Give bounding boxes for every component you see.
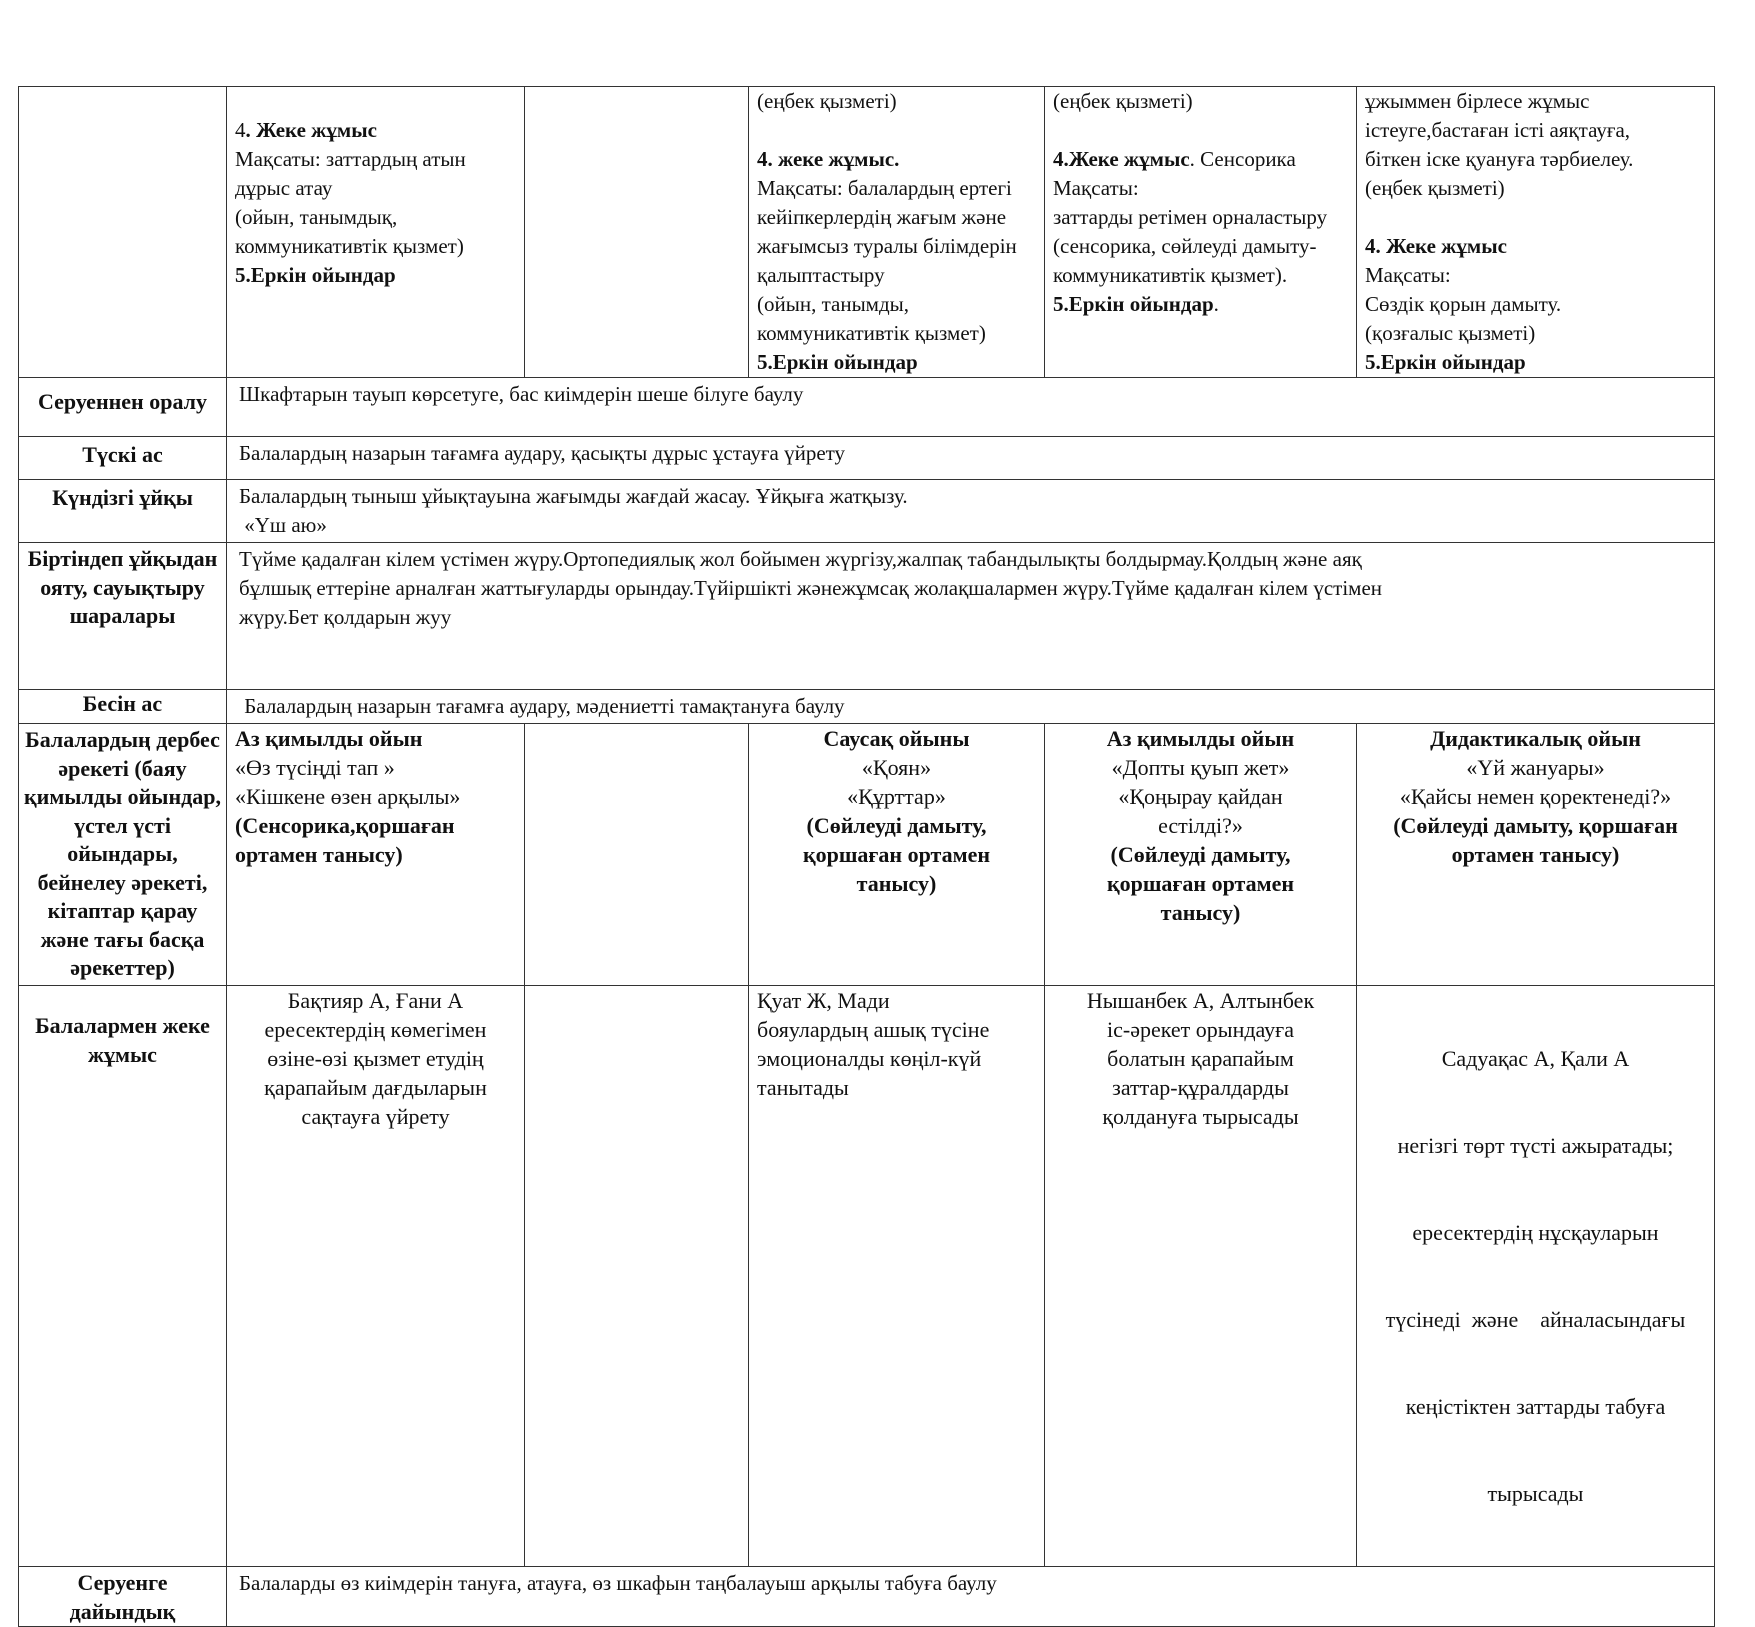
row-text: Балалардың тыныш ұйықтауына жағымды жағдай жасау. Ұйқыға жатқызу.	[239, 484, 908, 508]
row-text: Балалардың назарын тағамға аудару, қасықты дұрыс ұстауға үйрету	[227, 437, 1715, 480]
row-label: Серуеннен оралу	[19, 378, 227, 437]
row-text-cell	[227, 480, 1715, 543]
cell-tuesday-empty	[525, 986, 749, 1567]
table-row-individual-free	[19, 87, 1715, 378]
row-label: Біртіндеп ұйқыдан ояту, сауықтыру шаралары	[19, 543, 227, 690]
wed-line: кейіпкерлердің жағым және	[757, 205, 1007, 229]
thu-line: (сенсорика, сөйлеуді дамыту-	[1053, 234, 1317, 258]
fri-game: «Үй жануары»	[1466, 755, 1605, 780]
cell-thursday	[1045, 87, 1357, 378]
thu-work-line: қолдануға тырысады	[1102, 1104, 1299, 1129]
thu-free-rest: .	[1213, 292, 1219, 316]
mon-work-line: ересектердің көмегімен	[264, 1017, 487, 1042]
mon-game: «Кішкене өзен арқылы»	[235, 784, 461, 809]
mon-head: . Жеке жұмыс	[245, 118, 377, 142]
fri-game: «Қайсы немен қоректенеді?»	[1399, 784, 1672, 809]
thu-game-area: (Сөйлеуді дамыту, қоршаған ортамен танысу)	[1106, 842, 1295, 925]
fri-game-area: (Сөйлеуді дамыту, қоршаған ортамен танысу)	[1393, 813, 1678, 867]
thu-line: Мақсаты:	[1053, 176, 1139, 200]
wed-free-games: 5.Еркін ойындар	[757, 350, 918, 374]
cell-monday	[227, 724, 525, 986]
fri-free-games: 5.Еркін ойындар	[1365, 350, 1526, 374]
thu-line: заттарды ретімен орналастыру	[1053, 205, 1328, 229]
mon-work-line: сақтауға үйрету	[301, 1104, 450, 1129]
wed-line: қалыптастыру	[757, 263, 885, 287]
wed-game: «Қоян»	[861, 755, 932, 780]
cell-tuesday-empty	[525, 87, 749, 378]
empty-label-cell	[19, 87, 227, 378]
mon-game-title: Аз қимылды ойын	[235, 726, 423, 751]
wed-line: жағымсыз туралы білімдерін	[757, 234, 1017, 258]
thu-game: «Допты қуып жет»	[1111, 755, 1290, 780]
fri-top-line: істеуге,бастаған істі аяқтауға,	[1365, 118, 1631, 142]
table-row-nap	[19, 480, 1715, 543]
fri-work-line: негізгі төрт түсті ажыратады;	[1397, 1133, 1674, 1158]
mon-work-line: Бақтияр А, Ғани А	[287, 988, 464, 1013]
thu-line: коммуникативтік қызмет).	[1053, 263, 1288, 287]
mon-line: (ойын, танымдық,	[235, 205, 398, 229]
wed-game-area: (Сөйлеуді дамыту, қоршаған ортамен танысу)	[802, 813, 991, 896]
wed-work-line: танытады	[757, 1075, 849, 1100]
thu-work-line: іс-әрекет орындауға	[1107, 1017, 1294, 1042]
thu-work-line: заттар-құралдарды	[1112, 1075, 1289, 1100]
thu-free-games: 5.Еркін ойындар	[1053, 292, 1214, 316]
thu-work-line: Нышанбек А, Алтынбек	[1086, 988, 1315, 1013]
row-label: Балалардың дербес әрекеті (баяу қимылды ойындар, үстел үсті ойындары, бейнелеу әрекеті, кітаптар қарау және тағы басқа әрекеттер)	[19, 724, 227, 986]
fri-top-line: ұжыммен бірлесе жұмыс	[1365, 89, 1590, 113]
wed-game: «Құрттар»	[847, 784, 946, 809]
fri-line: Сөздік қорын дамыту.	[1365, 292, 1562, 316]
wed-work-line: бояулардың ашық түсіне	[757, 1017, 990, 1042]
mon-game-area: (Сенсорика,қоршаған ортамен танысу)	[235, 813, 455, 867]
fri-top-line: біткен іске қуануға тәрбиелеу.	[1365, 147, 1634, 171]
row-label: Серуенге дайындық	[19, 1567, 227, 1627]
cell-wednesday	[749, 87, 1045, 378]
mon-game: «Өз түсіңді тап »	[235, 755, 395, 780]
row-text-cell	[227, 543, 1715, 690]
table-row-walk-prep	[19, 1567, 1715, 1627]
table-row-snack	[19, 690, 1715, 724]
mon-work-line: қарапайым дағдыларын	[264, 1075, 487, 1100]
mon-line: дұрыс атау	[235, 176, 333, 200]
thu-top: (еңбек қызметі)	[1053, 89, 1193, 113]
fri-work-line: тырысады	[1487, 1481, 1584, 1506]
wed-work-line: Қуат Ж, Мади	[757, 988, 890, 1013]
row-label: Балалармен жеке жұмыс	[19, 986, 227, 1567]
cell-tuesday-empty	[525, 724, 749, 986]
cell-monday	[227, 986, 525, 1567]
daily-plan-table	[18, 86, 1715, 1627]
thu-game: «Қоңырау қайдан естілді?»	[1118, 784, 1283, 838]
row-text: Түйме қадалған кілем үстімен жүру.Ортопедиялық жол бойымен жүргізу,жалпақ табандылықты болдырмау.Қолдың және аяқ	[239, 547, 1362, 571]
fri-work-line: ересектердің нұсқауларын	[1412, 1220, 1659, 1245]
cell-friday	[1357, 87, 1715, 378]
table-row-return-walk	[19, 378, 1715, 437]
row-text: бұлшық еттеріне арналған жаттығуларды орындау.Түйіршікті жәнежұмсақ жолақшалармен жүру.Түйме қадалған кілем үстімен	[239, 576, 1383, 600]
mon-free-games: 5.Еркін ойындар	[235, 263, 396, 287]
wed-game-title: Саусақ ойыны	[823, 726, 970, 751]
row-label: Түскі ас	[19, 437, 227, 480]
table-row-independent-activity	[19, 724, 1715, 986]
thu-game-title: Аз қимылды ойын	[1106, 726, 1295, 751]
fri-line: (қозғалыс қызметі)	[1365, 321, 1536, 345]
row-text: Балалардың назарын тағамға аудару, мәдениетті тамақтануға баулу	[227, 690, 1715, 724]
row-label: Күндізгі ұйқы	[19, 480, 227, 543]
fri-work-line: кеңістіктен заттарды табуға	[1405, 1394, 1666, 1419]
wed-line: (ойын, танымды,	[757, 292, 910, 316]
fri-game-title: Дидактикалық ойын	[1430, 726, 1641, 751]
cell-thursday	[1045, 724, 1357, 986]
cell-wednesday	[749, 724, 1045, 986]
mon-line: коммуникативтік қызмет)	[235, 234, 464, 258]
cell-thursday	[1045, 986, 1357, 1567]
cell-monday	[227, 87, 525, 378]
fri-line: Мақсаты:	[1365, 263, 1451, 287]
cell-friday	[1357, 724, 1715, 986]
thu-work-line: болатын қарапайым	[1107, 1046, 1294, 1071]
row-text: жүру.Бет қолдарын жуу	[239, 605, 452, 629]
cell-wednesday	[749, 986, 1045, 1567]
wed-line: коммуникативтік қызмет)	[757, 321, 986, 345]
wed-work-line: эмоционалды көңіл-күй	[757, 1046, 982, 1071]
mon-work-line: өзіне-өзі қызмет етудің	[267, 1046, 484, 1071]
mon-head-number: 4	[235, 118, 246, 142]
fri-head: 4. Жеке жұмыс	[1365, 234, 1507, 258]
row-text: Шкафтарын тауып көрсетуге, бас киімдерін шеше білуге баулу	[227, 378, 1715, 437]
thu-head: 4.Жеке жұмыс	[1053, 147, 1190, 171]
wed-line: Мақсаты: балалардың ертегі	[757, 176, 1012, 200]
wed-top: (еңбек қызметі)	[757, 89, 897, 113]
thu-head-rest: . Сенсорика	[1189, 147, 1296, 171]
table-row-wake-up	[19, 543, 1715, 690]
row-text: «Үш аю»	[239, 513, 327, 537]
row-label: Бесін ас	[19, 690, 227, 724]
fri-top-line: (еңбек қызметі)	[1365, 176, 1505, 200]
table-row-individual-work	[19, 986, 1715, 1567]
table-row-lunch	[19, 437, 1715, 480]
wed-head: 4. жеке жұмыс.	[757, 147, 900, 171]
row-text: Балаларды өз киімдерін тануға, атауға, өз шкафын таңбалауыш арқылы табуға баулу	[227, 1567, 1715, 1627]
cell-friday	[1357, 986, 1715, 1567]
fri-work-line: Садуақас А, Қали А	[1441, 1046, 1630, 1071]
fri-work-line: түсінеді және айналасындағы	[1385, 1307, 1686, 1332]
mon-line: Мақсаты: заттардың атын	[235, 147, 466, 171]
